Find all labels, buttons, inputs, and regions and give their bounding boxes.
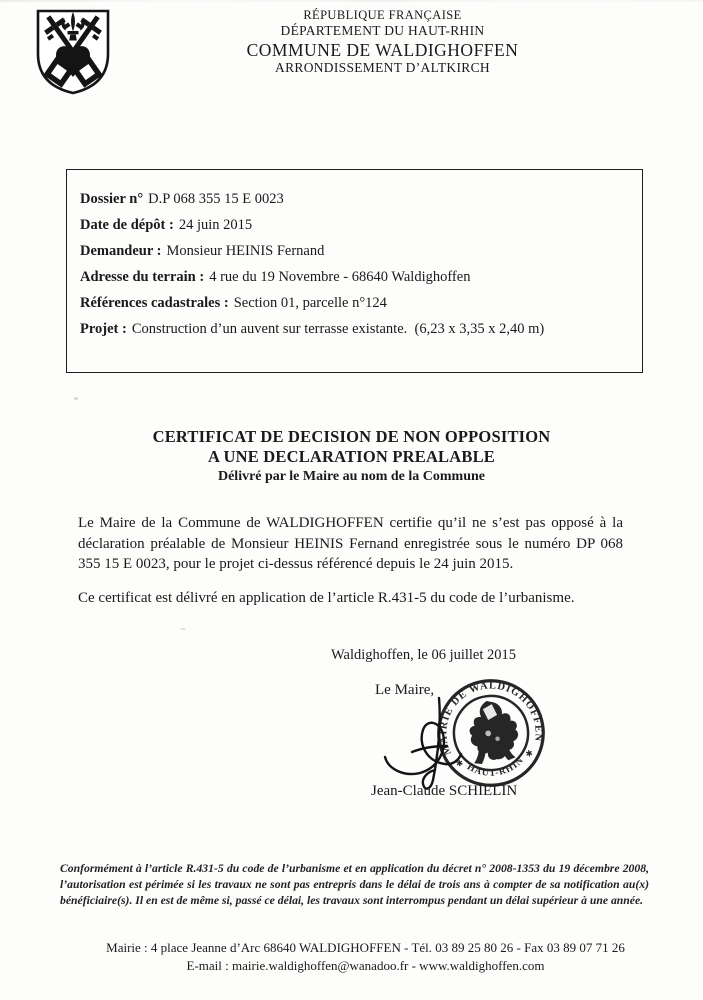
row-value: Construction d’un auvent sur terrasse existante. (6,23 x 3,35 x 2,40 m) — [131, 321, 545, 337]
row-value: D.P 068 355 15 E 0023 — [148, 191, 284, 207]
stamp-star-left: ✱ — [455, 757, 464, 769]
place-and-date-line: Waldighoffen, le 06 juillet 2015 — [331, 647, 517, 663]
footer-email-line: E-mail : mairie.waldighoffen@wanadoo.fr - www.waldighoffen.com — [186, 958, 545, 973]
title-line-2: A UNE DECLARATION PREALABLE — [207, 447, 495, 466]
row-value: 24 juin 2015 — [178, 217, 253, 233]
body-paragraph-1: Le Maire de la Commune de WALDIGHOFFEN certifie qu’il ne s’est pas opposé à la déclaration préalable de Monsieur HEINIS Fernand enregistrée sous le numéro DP 068 355 15 E 0023, pour le projet ci-dessus référencé depuis le 24 juin 2015. — [78, 515, 623, 572]
stamp-arc-bottom-text: HAUT-RHIN — [465, 755, 527, 779]
title-line-1: CERTIFICAT DE DECISION DE NON OPPOSITION — [152, 427, 551, 446]
row-value: Monsieur HEINIS Fernand — [166, 243, 325, 259]
row-value: 4 rue du 19 Novembre - 68640 Waldighoffen — [209, 269, 471, 285]
row-label: Références cadastrales : — [80, 295, 229, 311]
republique-line: RÉPUBLIQUE FRANÇAISE — [303, 8, 462, 22]
footer-contact — [28, 939, 703, 975]
stamp-star-right: ✱ — [524, 747, 534, 759]
footer-address-line: Mairie : 4 place Jeanne d’Arc 68640 WALDIGHOFFEN - Tél. 03 89 25 80 26 - Fax 03 89 07 71 26 — [106, 940, 625, 955]
dossier-row-demandeur — [80, 238, 628, 264]
row-label: Projet : — [80, 321, 127, 337]
dossier-row-adresse — [80, 264, 628, 290]
dossier-row-date-depot — [80, 212, 628, 238]
row-label: Dossier n° — [80, 191, 144, 207]
commune-line: COMMUNE DE WALDIGHOFFEN — [246, 39, 519, 60]
signer-name: Jean-Claude SCHIELIN — [371, 783, 518, 799]
document-title — [0, 427, 703, 485]
dossier-row-numero — [80, 186, 628, 212]
scan-artifact-dash — [180, 628, 186, 630]
stamp-arc-top-text: MAIRIE DE WALDIGHOFFEN — [438, 680, 544, 757]
scan-artifact-top-streak — [0, 0, 703, 2]
row-label: Demandeur : — [80, 243, 162, 259]
letterhead — [62, 8, 703, 76]
arrondissement-line: ARRONDISSEMENT D’ALTKIRCH — [275, 60, 490, 76]
dossier-summary-box — [66, 169, 643, 373]
dossier-row-references — [80, 290, 628, 316]
departement-line: DÉPARTEMENT DU HAUT-RHIN — [280, 22, 485, 38]
legal-notice: Conformément à l’article R.431-5 du code de l’urbanisme et en application du décret n° 2008-1353 du 19 décembre 2008, l’autorisation est périmée si les travaux ne sont pas entrepris dans le délai de trois ans à compter de sa notification au(x) bénéficiaire(s). Il en est de même si, passé ce délai, les travaux sont interrompus pendant un délai supérieur à une année. — [60, 862, 649, 907]
row-value: Section 01, parcelle n°124 — [233, 295, 387, 311]
body-paragraph-2: Ce certificat est délivré en application de l’article R.431-5 du code de l’urbanisme. — [78, 590, 575, 606]
row-label: Adresse du terrain : — [80, 269, 205, 285]
row-label: Date de dépôt : — [80, 217, 174, 233]
scan-artifact-dot — [74, 397, 78, 400]
title-subtitle: Délivré par le Maire au nom de la Commune — [217, 469, 485, 484]
signer-role-label: Le Maire, — [375, 682, 435, 698]
dossier-row-projet — [80, 316, 628, 342]
